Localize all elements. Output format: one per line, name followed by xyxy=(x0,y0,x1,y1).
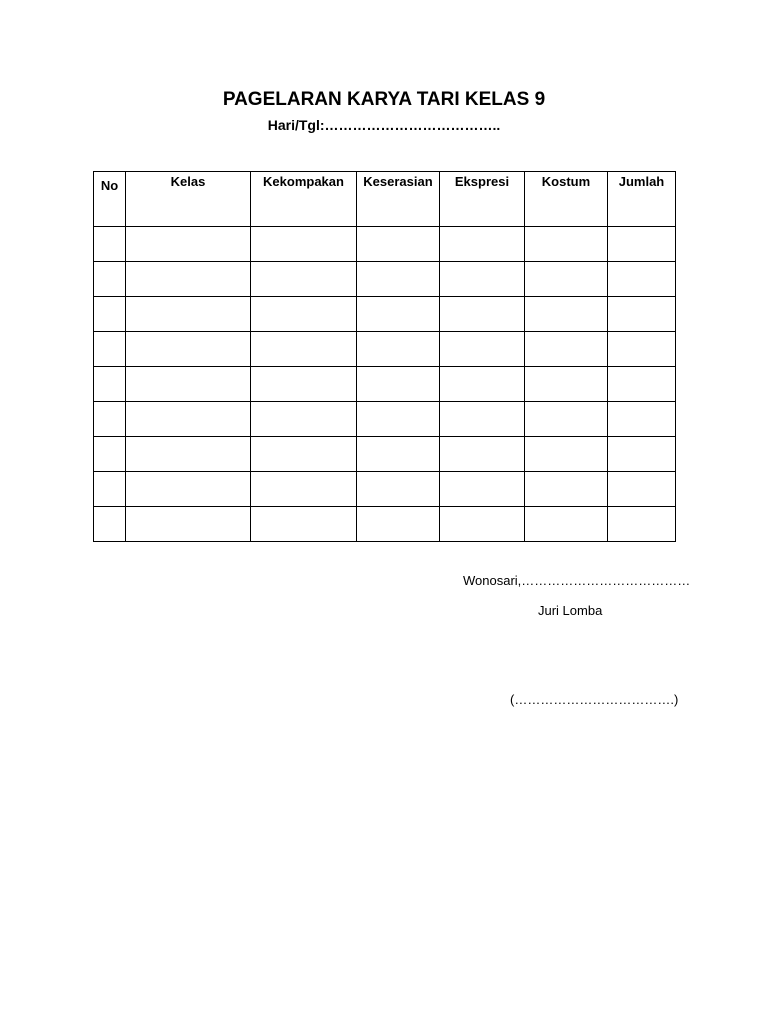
header-ekspresi: Ekspresi xyxy=(440,172,525,227)
header-kostum: Kostum xyxy=(525,172,608,227)
table-cell xyxy=(126,262,251,297)
table-cell xyxy=(608,402,676,437)
table-cell xyxy=(525,367,608,402)
table-cell xyxy=(525,297,608,332)
table-cell xyxy=(94,332,126,367)
table-cell xyxy=(94,437,126,472)
table-cell xyxy=(357,367,440,402)
table-cell xyxy=(357,472,440,507)
table-cell xyxy=(608,227,676,262)
table-cell xyxy=(357,332,440,367)
table-cell xyxy=(126,437,251,472)
table-cell xyxy=(126,332,251,367)
table-cell xyxy=(251,367,357,402)
table-row xyxy=(94,472,676,507)
table-cell xyxy=(251,437,357,472)
table-cell xyxy=(525,472,608,507)
table-cell xyxy=(357,437,440,472)
table-cell xyxy=(126,367,251,402)
score-table xyxy=(93,171,676,542)
table-row xyxy=(94,297,676,332)
table-header-row xyxy=(94,172,676,227)
table-cell xyxy=(251,297,357,332)
table-cell xyxy=(608,262,676,297)
table-cell xyxy=(525,437,608,472)
place-date-line: Wonosari,………………………………… xyxy=(463,573,691,588)
table-cell xyxy=(357,402,440,437)
table-cell xyxy=(251,227,357,262)
table-cell xyxy=(440,472,525,507)
table-cell xyxy=(357,507,440,542)
table-cell xyxy=(94,472,126,507)
table-cell xyxy=(94,402,126,437)
table-row xyxy=(94,262,676,297)
table-cell xyxy=(440,507,525,542)
table-cell xyxy=(94,297,126,332)
table-cell xyxy=(525,227,608,262)
table-cell xyxy=(608,367,676,402)
table-body xyxy=(94,227,676,542)
table-cell xyxy=(357,297,440,332)
table-cell xyxy=(126,472,251,507)
table-cell xyxy=(608,297,676,332)
table-cell xyxy=(608,332,676,367)
judge-label: Juri Lomba xyxy=(538,603,603,618)
header-kelas: Kelas xyxy=(126,172,251,227)
table-cell xyxy=(440,367,525,402)
table-cell xyxy=(357,262,440,297)
signature-line: (……………………………….) xyxy=(510,692,679,707)
table-cell xyxy=(525,262,608,297)
table-row xyxy=(94,367,676,402)
table-cell xyxy=(440,297,525,332)
table-cell xyxy=(440,437,525,472)
table-cell xyxy=(525,332,608,367)
table-cell xyxy=(126,402,251,437)
table-cell xyxy=(126,507,251,542)
table-cell xyxy=(440,227,525,262)
table-cell xyxy=(525,402,608,437)
table-cell xyxy=(357,227,440,262)
table-row xyxy=(94,227,676,262)
table-cell xyxy=(94,227,126,262)
table-cell xyxy=(608,507,676,542)
table-cell xyxy=(94,367,126,402)
table-cell xyxy=(251,507,357,542)
table-row xyxy=(94,402,676,437)
header-kekompakan: Kekompakan xyxy=(251,172,357,227)
table-row xyxy=(94,437,676,472)
table-cell xyxy=(94,507,126,542)
table-cell xyxy=(525,507,608,542)
date-line: Hari/Tgl:……………………………….. xyxy=(267,117,501,133)
table-cell xyxy=(126,297,251,332)
table-cell xyxy=(251,472,357,507)
table-cell xyxy=(608,437,676,472)
header-keserasian: Keserasian xyxy=(357,172,440,227)
table-cell xyxy=(251,402,357,437)
table-row xyxy=(94,332,676,367)
table-cell xyxy=(94,262,126,297)
table-cell xyxy=(251,332,357,367)
header-jumlah: Jumlah xyxy=(608,172,676,227)
table-cell xyxy=(126,227,251,262)
table-cell xyxy=(440,332,525,367)
table-cell xyxy=(440,402,525,437)
table-cell xyxy=(608,472,676,507)
header-no: No xyxy=(94,172,126,227)
document-title: PAGELARAN KARYA TARI KELAS 9 xyxy=(222,89,546,110)
table-row xyxy=(94,507,676,542)
table-cell xyxy=(251,262,357,297)
table-cell xyxy=(440,262,525,297)
